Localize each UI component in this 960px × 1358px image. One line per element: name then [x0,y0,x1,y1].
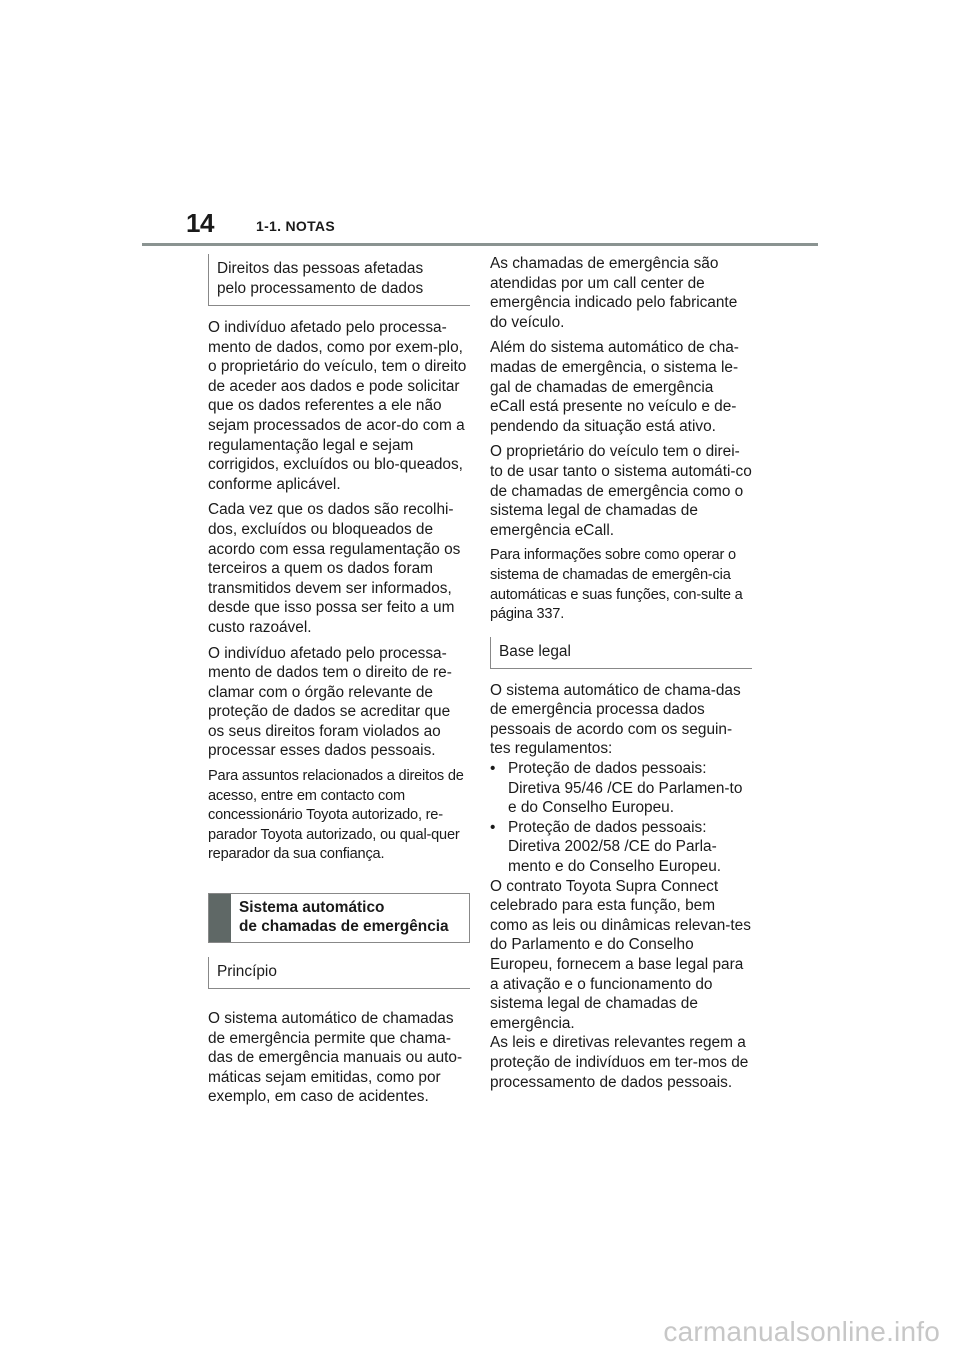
section-title: 1-1. NOTAS [256,218,335,234]
right-column [490,254,752,1098]
page-number: 14 [186,208,214,238]
heading-bar [209,894,231,942]
paragraph: O sistema automático de chamadas de emergência permite que chama-das de emergência manuais ou auto-máticas sejam emitidas, como por exemplo, em caso de acidentes. [208,1010,463,1106]
bullet-marker: • [490,818,496,836]
subheading-principle [208,957,470,989]
paragraph: As leis e diretivas relevantes regem a proteção de indivíduos em ter-mos de processamento de dados pessoais. [490,1034,749,1091]
left-column [208,254,470,1113]
section-heading-line2: de chamadas de emergência [239,918,449,936]
list-item [490,759,752,818]
paragraph: Para assuntos relacionados a direitos de acesso, entre em contacto com concessionário Toyota autorizado, re-parador Toyota autorizado, ou qual-quer reparador da sua confiança. [208,768,464,863]
paragraph: O sistema automático de chama-das de emergência processa dados pessoais de acordo com os seguin-tes regulamentos: [490,681,741,758]
subheading-rights-line2: pelo processamento de dados [217,280,424,297]
subheading-rights-line1: Direitos das pessoas afetadas [217,260,424,277]
list-item-text: Proteção de dados pessoais: Diretiva 2002/58 /CE do Parla-mento e do Conselho Europeu. [508,818,722,876]
paragraph: As chamadas de emergência são atendidas por um call center de emergência indicado pelo fabricante do veículo. [490,255,738,331]
paragraph: O indivíduo afetado pelo processa-mento de dados, como por exem-plo, o proprietário do veículo, tem o direito de aceder aos dados e pode solicitar que os dados referentes a ele não sejam processados de acor-do com a regulamentação legal e sejam corrigidos, excluídos ou blo-queados, conforme aplicável. [208,319,467,493]
paragraph: Para informações sobre como operar o sistema de chamadas de emergên-cia automáticas e suas funções, con-sulte a página 337. [490,547,743,623]
list-item [490,818,752,877]
paragraph: Cada vez que os dados são recolhi-dos, excluídos ou bloqueados de acordo com essa regulamentação os terceiros a quem os dados foram transmitidos devem ser informados, desde que isso possa ser feito a um custo razoável. [208,501,461,636]
subheading-rights [208,254,470,306]
section-heading-box [208,893,470,943]
header-divider [142,243,818,246]
watermark: carmanualsonline.info [663,1316,940,1347]
subheading-legal-basis-text: Base legal [499,642,571,660]
subheading-principle-text: Princípio [217,963,277,981]
paragraph: O indivíduo afetado pelo processa-mento de dados tem o direito de re-clamar com o órgão relevante de proteção de dados se acreditar que os seus direitos foram violados ao processar esses dados pessoais. [208,644,452,760]
paragraph: O contrato Toyota Supra Connect celebrado para esta função, bem como as leis ou dinâmicas relevan-tes do Parlamento e do Conselho Europeu, fornecem a base legal para a ativação e o funcionamento do sistema legal de chamadas de emergência. [490,877,751,1032]
paragraph: O proprietário do veículo tem o direi-to de usar tanto o sistema automáti-co de chamadas de emergência como o sistema legal de chamadas de emergência eCall. [490,443,752,539]
bullet-marker: • [490,760,496,778]
list-item-text: Proteção de dados pessoais: Diretiva 95/46 /CE do Parlamen-to e do Conselho Europeu. [508,760,743,817]
section-heading-line1: Sistema automático [239,899,385,917]
paragraph: Além do sistema automático de cha-madas de emergência, o sistema le-gal de chamadas de emergência eCall está presente no veículo e de-pendendo da situação está ativo. [490,339,739,435]
section-heading [231,894,457,942]
subheading-legal-basis [490,637,752,669]
